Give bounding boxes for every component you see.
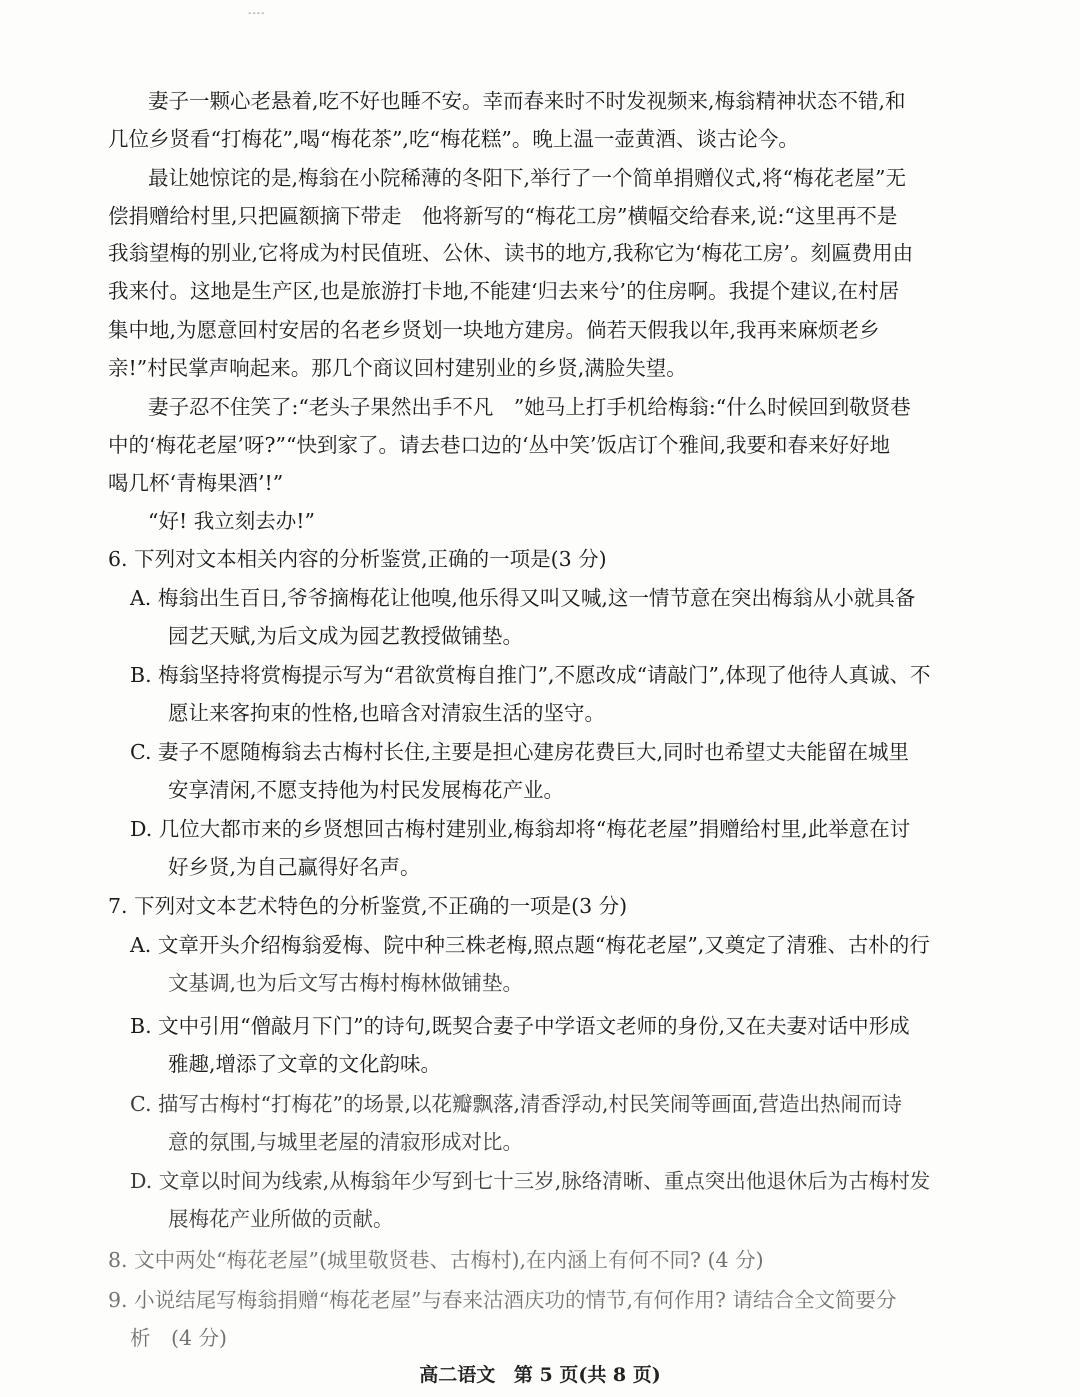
question-6-option-a-line1: A. 梅翁出生百日,爷爷摘梅花让他嗅,他乐得又叫又喊,这一情节意在突出梅翁从小就具备 xyxy=(130,586,916,610)
question-6-option-c-line2: 安享清闲,不愿支持他为村民发展梅花产业。 xyxy=(168,778,565,802)
passage-p2-line2: 偿捐赠给村里,只把匾额摘下带走 他将新写的“梅花工房”横幅交给春来,说:“这里再不是 xyxy=(108,204,898,228)
question-7-option-b-line2: 雅趣,增添了文章的文化韵味。 xyxy=(168,1052,442,1076)
passage-p2-line1: 最让她惊诧的是,梅翁在小院稀薄的冬阳下,举行了一个简单捐赠仪式,将“梅花老屋”无 xyxy=(148,166,907,190)
passage-p2-line6: 亲!”村民掌声响起来。那几个商议回村建别业的乡贤,满脸失望。 xyxy=(108,356,687,380)
question-7-option-d-line2: 展梅花产业所做的贡献。 xyxy=(168,1207,394,1231)
passage-p1-line2: 几位乡贤看“打梅花”,喝“梅花茶”,吃“梅花糕”。晚上温一壶黄酒、谈古论今。 xyxy=(108,127,799,151)
page-footer xyxy=(0,1360,1080,1387)
question-6-option-d-line2: 好乡贤,为自己赢得好名声。 xyxy=(168,855,421,879)
question-7-option-a-line2: 文基调,也为后文写古梅村梅林做铺垫。 xyxy=(168,971,524,995)
passage-p3-line3: 喝几杯‘青梅果酒’!” xyxy=(108,471,284,495)
question-6-option-b-line2: 愿让来客拘束的性格,也暗含对清寂生活的坚守。 xyxy=(168,701,606,725)
passage-p2-line4: 我来付。这地是生产区,也是旅游打卡地,不能建‘归去来兮’的住房啊。我提个建议,在村居 xyxy=(108,279,900,303)
question-6-option-a-line2: 园艺天赋,为后文成为园艺教授做铺垫。 xyxy=(168,624,524,648)
footer-page-number: 第 5 页(共 8 页) xyxy=(513,1364,661,1386)
question-6-option-d-line1: D. 几位大都市来的乡贤想回古梅村建别业,梅翁却将“梅花老屋”捐赠给村里,此举意在讨 xyxy=(130,817,911,841)
footer-subject: 高二语文 xyxy=(419,1364,496,1386)
question-7-option-c-line2: 意的氛围,与城里老屋的清寂形成对比。 xyxy=(168,1130,524,1154)
question-6-option-b-line1: B. 梅翁坚持将赏梅提示写为“君欲赏梅自推门”,不愿改成“请敲门”,体现了他待人真诚、不 xyxy=(130,663,931,687)
question-6-option-c-line1: C. 妻子不愿随梅翁去古梅村长住,主要是担心建房花费巨大,同时也希望丈夫能留在城里 xyxy=(130,740,910,764)
top-mark: ---- xyxy=(248,8,266,19)
passage-p3-line1: 妻子忍不住笑了:“老头子果然出手不凡 ”她马上打手机给梅翁:“什么时候回到敬贤巷 xyxy=(148,395,911,419)
passage-p1-line1: 妻子一颗心老悬着,吃不好也睡不安。幸而春来时不时发视频来,梅翁精神状态不错,和 xyxy=(148,89,906,113)
question-7-option-a-line1: A. 文章开头介绍梅翁爱梅、院中种三株老梅,照点题“梅花老屋”,又奠定了清雅、古朴的行 xyxy=(130,933,930,957)
question-7-option-d-line1: D. 文章以时间为线索,从梅翁年少写到七十三岁,脉络清晰、重点突出他退休后为古梅村发 xyxy=(130,1169,931,1193)
passage-p3-line2: 中的‘梅花老屋’呀?”“快到家了。请去巷口边的‘丛中笑’饭店订个雅间,我要和春来好好地 xyxy=(108,433,891,457)
question-9-line1: 9. 小说结尾写梅翁捐赠“梅花老屋”与春来沽酒庆功的情节,有何作用? 请结合全文简要分 xyxy=(108,1288,897,1312)
passage-p2-line3: 我翁望梅的别业,它将成为村民值班、公休、读书的地方,我称它为‘梅花工房’。刻匾费用由 xyxy=(108,241,914,265)
question-7-option-c-line1: C. 描写古梅村“打梅花”的场景,以花瓣飘落,清香浮动,村民笑闹等画面,营造出热闹而诗 xyxy=(130,1092,903,1116)
passage-p2-line5: 集中地,为愿意回村安居的名老乡贤划一块地方建房。倘若天假我以年,我再来麻烦老乡 xyxy=(108,318,880,342)
question-8: 8. 文中两处“梅花老屋”(城里敬贤巷、古梅村),在内涵上有何不同? (4 分) xyxy=(108,1248,764,1272)
question-7-title: 7. 下列对文本艺术特色的分析鉴赏,不正确的一项是(3 分) xyxy=(108,894,628,918)
question-6-title: 6. 下列对文本相关内容的分析鉴赏,正确的一项是(3 分) xyxy=(108,547,607,571)
passage-p4-line1: “好! 我立刻去办!” xyxy=(148,509,315,533)
question-9-line2: 析 (4 分) xyxy=(130,1326,228,1350)
question-7-option-b-line1: B. 文中引用“僧敲月下门”的诗句,既契合妻子中学语文老师的身份,又在夫妻对话中形成 xyxy=(130,1014,910,1038)
